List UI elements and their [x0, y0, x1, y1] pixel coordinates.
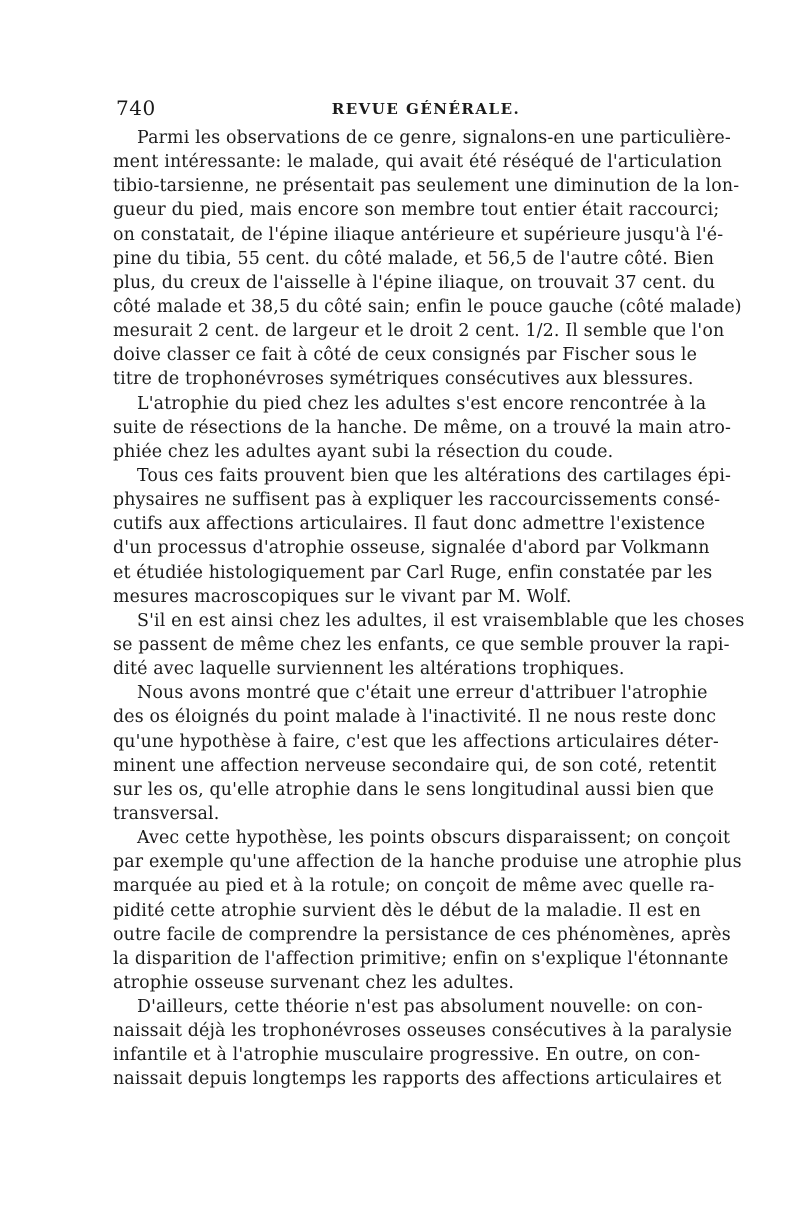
text-line: sur les os, qu'elle atrophie dans le sens longitudinal aussi bien que [113, 779, 714, 800]
body-text [113, 126, 745, 1092]
text-line: naissait depuis longtemps les rapports des affections articulaires et [113, 1069, 722, 1090]
text-line: tibio-tarsienne, ne présentait pas seulement une diminution de la lon- [113, 176, 740, 197]
paragraph [113, 464, 732, 609]
text-line: phiée chez les adultes ayant subi la résection du coude. [113, 441, 614, 462]
paragraph [113, 681, 719, 826]
text-line: doive classer ce fait à côté de ceux consignés par Fischer sous le [113, 345, 698, 366]
text-line: Tous ces faits prouvent bien que les altérations des cartilages épi- [137, 465, 732, 486]
paragraph [113, 392, 732, 464]
text-line: Avec cette hypothèse, les points obscurs disparaissent; on conçoit [137, 828, 731, 849]
text-line: la disparition de l'affection primitive; enfin on s'explique l'étonnante [113, 948, 729, 969]
text-line: qu'une hypothèse à faire, c'est que les affections articulaires déter- [113, 731, 719, 752]
text-line: cutifs aux affections articulaires. Il faut donc admettre l'existence [113, 514, 706, 535]
text-line: S'il en est ainsi chez les adultes, il est vraisemblable que les choses [137, 610, 745, 631]
paragraph [113, 609, 745, 681]
text-line: côté malade et 38,5 du côté sain; enfin le pouce gauche (côté malade) [113, 296, 742, 317]
text-line: Parmi les observations de ce genre, signalons-en une particulière- [137, 128, 731, 148]
text-line: dité avec laquelle surviennent les altérations trophiques. [113, 659, 625, 680]
text-line: gueur du pied, mais encore son membre tout entier était raccourci; [113, 200, 720, 221]
text-line: suite de résections de la hanche. De même, on a trouvé la main atro- [113, 417, 732, 438]
text-line: titre de trophonévroses symétriques consécutives aux blessures. [113, 369, 694, 390]
paragraph [113, 995, 733, 1092]
text-line: atrophie osseuse survenant chez les adultes. [113, 972, 515, 993]
text-line: et étudiée histologiquement par Carl Ruge, enfin constatée par les [113, 562, 713, 583]
text-line: par exemple qu'une affection de la hanche produise une atrophie plus [113, 852, 742, 873]
paragraph [113, 126, 742, 392]
text-line: on constatait, de l'épine iliaque antérieure et supérieure jusqu'à l'é- [113, 224, 724, 245]
text-line: se passent de même chez les enfants, ce que semble prouver la rapi- [113, 634, 730, 655]
text-line: transversal. [113, 803, 220, 824]
text-line: des os éloignés du point malade à l'inactivité. Il ne nous reste donc [113, 707, 717, 728]
text-line: pine du tibia, 55 cent. du côté malade, et 56,5 de l'autre côté. Bien [113, 248, 715, 269]
text-line: pidité cette atrophie survient dès le début de la maladie. Il est en [113, 900, 701, 921]
text-line: D'ailleurs, cette théorie n'est pas absolument nouvelle: on con- [137, 997, 703, 1018]
text-line: Nous avons montré que c'était une erreur d'attribuer l'atrophie [137, 683, 708, 704]
text-line: naissait déjà les trophonévroses osseuses consécutives à la paralysie [113, 1021, 733, 1042]
text-line: minent une affection nerveuse secondaire qui, de son coté, retentit [113, 755, 717, 776]
text-line: infantile et à l'atrophie musculaire progressive. En outre, on con- [113, 1045, 701, 1066]
text-line: mesures macroscopiques sur le vivant par M. Wolf. [113, 586, 572, 607]
text-line: d'un processus d'atrophie osseuse, signalée d'abord par Volkmann [113, 538, 710, 559]
text-line: marquée au pied et à la rotule; on conçoit de même avec quelle ra- [113, 876, 715, 897]
text-line: ment intéressante: le malade, qui avait été réséqué de l'articulation [113, 152, 722, 173]
running-title: REVUE GÉNÉRALE. [331, 100, 521, 118]
text-line: outre facile de comprendre la persistance de ces phénomènes, après [113, 924, 731, 945]
text-line: mesurait 2 cent. de largeur et le droit 2 cent. 1/2. Il semble que l'on [113, 321, 725, 342]
text-line: plus, du creux de l'aisselle à l'épine iliaque, on trouvait 37 cent. du [113, 272, 716, 293]
text-line: L'atrophie du pied chez les adultes s'est encore rencontrée à la [137, 393, 707, 414]
paragraph [113, 826, 742, 995]
page-number: 740 [116, 96, 156, 120]
text-line: physaires ne suffisent pas à expliquer les raccourcissements consé- [113, 490, 721, 511]
page-header [116, 96, 706, 126]
